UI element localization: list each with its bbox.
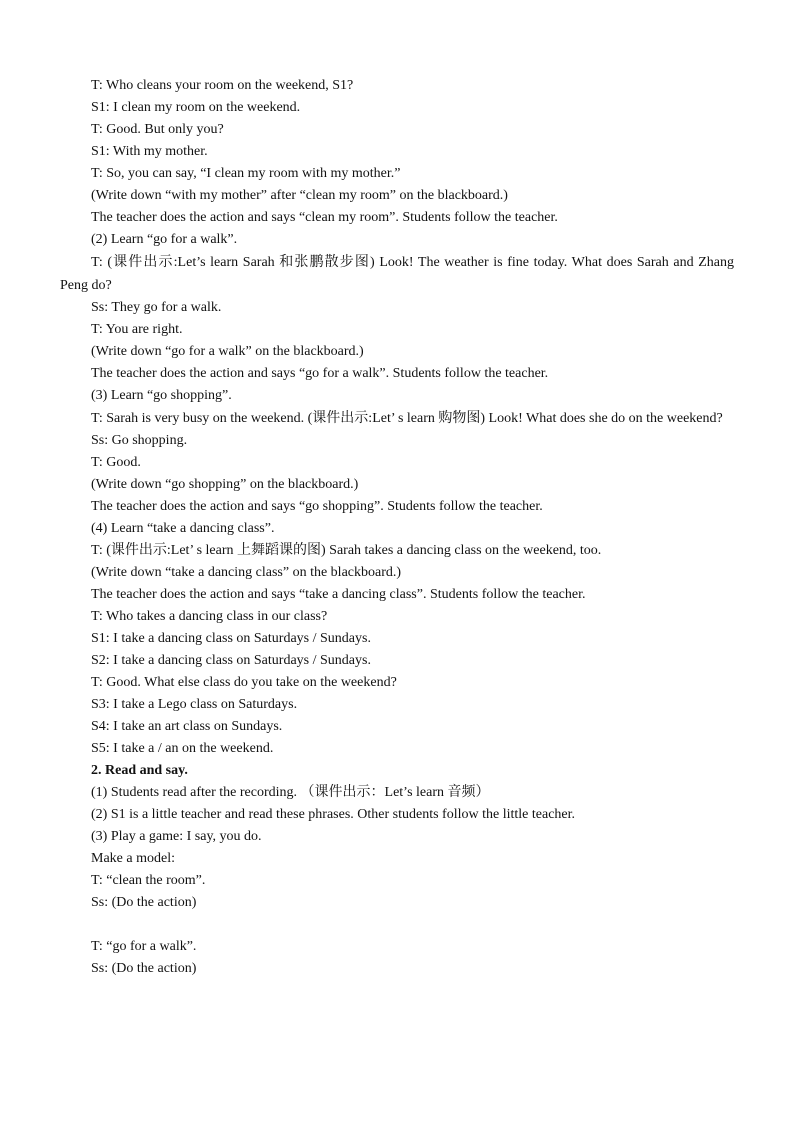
dialogue-paragraph: T: (课件出示:Let’s learn Sarah 和张鹏散步图) Look! The weather is fine today. What does Sarah and Zhang Peng do?	[60, 255, 734, 293]
dialogue-line: Ss: They go for a walk.	[91, 300, 222, 315]
dialogue-line: T: Good.	[91, 455, 141, 470]
dialogue-line: T: (课件出示:Let’ s learn 上舞蹈课的图) Sarah takes a dancing class on the weekend, too.	[91, 543, 602, 558]
step-line: (3) Play a game: I say, you do.	[91, 829, 262, 844]
dialogue-line: T: Good. What else class do you take on the weekend?	[91, 675, 397, 690]
section-heading: 2. Read and say.	[91, 763, 188, 778]
dialogue-line: T: Who cleans your room on the weekend, S1?	[91, 78, 354, 93]
step-line: (2) S1 is a little teacher and read these phrases. Other students follow the little teacher.	[91, 807, 576, 822]
step-line: Make a model:	[91, 851, 175, 866]
dialogue-line: S5: I take a / an on the weekend.	[91, 741, 274, 756]
dialogue-line: T: So, you can say, “I clean my room with my mother.”	[91, 166, 401, 181]
dialogue-line: S1: I clean my room on the weekend.	[91, 100, 301, 115]
step-heading: (3) Learn “go shopping”.	[91, 388, 232, 403]
instruction-line: (Write down “with my mother” after “clean my room” on the blackboard.)	[91, 188, 508, 203]
instruction-line: The teacher does the action and says “go for a walk”. Students follow the teacher.	[91, 366, 549, 381]
instruction-line: The teacher does the action and says “take a dancing class”. Students follow the teacher.	[91, 587, 586, 602]
dialogue-line: S3: I take a Lego class on Saturdays.	[91, 697, 298, 712]
dialogue-line: Ss: (Do the action)	[91, 895, 197, 910]
instruction-line: (Write down “go shopping” on the blackboard.)	[91, 477, 359, 492]
dialogue-line: T: Who takes a dancing class in our class?	[91, 609, 328, 624]
dialogue-line: S1: With my mother.	[91, 144, 208, 159]
dialogue-line: Ss: (Do the action)	[91, 961, 197, 976]
dialogue-line: S4: I take an art class on Sundays.	[91, 719, 283, 734]
instruction-line: The teacher does the action and says “go shopping”. Students follow the teacher.	[91, 499, 543, 514]
blank-line	[60, 914, 734, 936]
instruction-line: (Write down “go for a walk” on the blackboard.)	[91, 344, 364, 359]
dialogue-line: T: “clean the room”.	[91, 873, 206, 888]
step-heading: (2) Learn “go for a walk”.	[91, 232, 238, 247]
dialogue-paragraph: T: Sarah is very busy on the weekend. (课件出示:Let’ s learn 购物图) Look! What does she do on the weekend?	[91, 411, 723, 426]
step-line: (1) Students read after the recording. （课件出示：Let’s learn 音频）	[91, 785, 490, 800]
dialogue-line: S2: I take a dancing class on Saturdays / Sundays.	[91, 653, 371, 668]
instruction-line: (Write down “take a dancing class” on the blackboard.)	[91, 565, 402, 580]
lesson-plan-body	[60, 75, 734, 980]
step-heading: (4) Learn “take a dancing class”.	[91, 521, 275, 536]
dialogue-line: S1: I take a dancing class on Saturdays / Sundays.	[91, 631, 371, 646]
dialogue-line: T: “go for a walk”.	[91, 939, 197, 954]
dialogue-line: Ss: Go shopping.	[91, 433, 188, 448]
dialogue-line: T: Good. But only you?	[91, 122, 224, 137]
dialogue-line: T: You are right.	[91, 322, 183, 337]
instruction-line: The teacher does the action and says “clean my room”. Students follow the teacher.	[91, 210, 558, 225]
